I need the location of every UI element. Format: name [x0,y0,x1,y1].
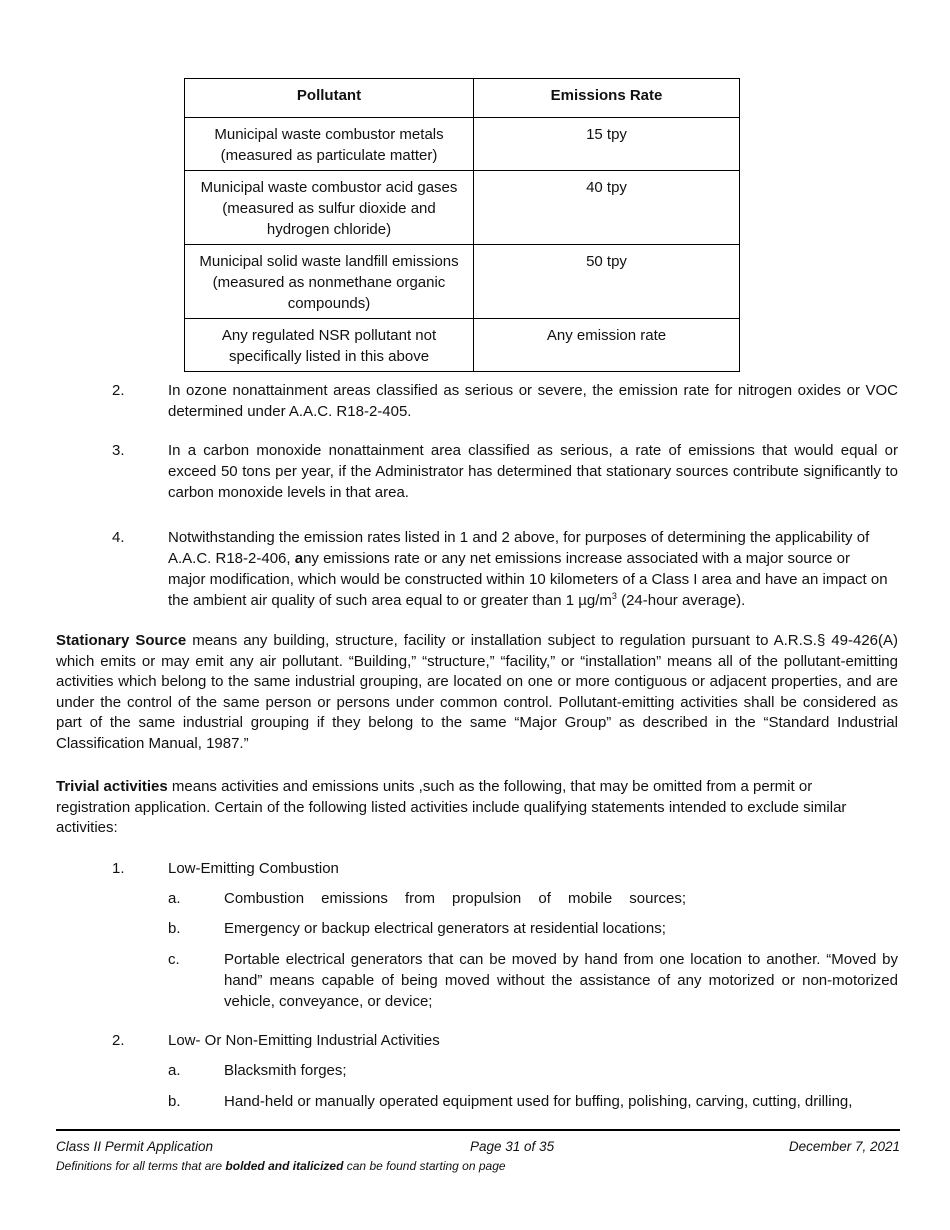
list-item [56,949,898,1012]
item-letter: b. [168,920,181,937]
item-number: 4. [112,529,125,546]
item-text: Blacksmith forges; [224,1062,347,1079]
definition-term: Stationary Source [56,632,187,649]
column-header-emissions-rate: Emissions Rate [474,79,740,118]
footer-note [56,1159,506,1173]
item-text: In a carbon monoxide nonattainment area classified as serious, a rate of emissions that would equal or exceed 50 tons per year, if the Administrator has determined that stationary sources contribute significantly to carbon monoxide levels in that area. [168,442,898,501]
footer-note-bold: bolded and italicized [225,1159,344,1173]
pollutant-cell: Municipal waste combustor acid gases (measured as sulfur dioxide and hydrogen chloride) [185,171,474,245]
pollutant-cell: Any regulated NSR pollutant not specifically listed in this above [185,319,474,372]
rate-cell: 15 tpy [474,118,740,171]
item-text: Hand-held or manually operated equipment used for buffing, polishing, carving, cutting, drilling, [224,1093,853,1110]
definition-text: means any building, structure, facility or installation subject to regulation pursuant to A.R.S.§ 49-426(A) which emits or may emit any air pollutant. “Building,” “structure,” “facility,” or “installation” means all of the pollutant-emitting activities which belong to the same industrial grouping, are located on one or more contiguous or adjacent properties, and are under the control of the same person or persons under common control. Pollutant-emitting activities shall be considered as part of the same industrial grouping if they belong to the same “Major Group” as described in the “Standard Industrial Classification Manual, 1987.” [56,632,898,752]
section-title: Low-Emitting Combustion [168,860,339,877]
item-letter: c. [168,951,180,968]
footer-note-part: Definitions for all terms that are [56,1159,226,1173]
item-text [168,527,888,611]
list-item [56,918,898,939]
list-item [56,1091,898,1112]
pollutant-cell: Municipal waste combustor metals (measured as particulate matter) [185,118,474,171]
superscript: 3 [611,591,617,601]
stationary-source-definition [56,631,898,754]
list-item [56,888,898,909]
trivial-activities-definition [56,777,856,839]
emissions-table [184,78,740,372]
item-text: Portable electrical generators that can be moved by hand from one location to another. “Moved by hand” means capable of being moved without the assistance of any motorized or non-motorized vehicle, conveyance, or device; [224,951,898,1010]
item-text-part: ny emissions rate or any net emissions increase associated with a major source or major modification, which would be constructed within 10 kilometers of a Class I area and have an impact on the ambient air quality of such area equal to or greater than 1 µg/m [168,550,888,609]
section-title: Low- Or Non-Emitting Industrial Activities [168,1032,440,1049]
item-text: Combustion emissions from propulsion of mobile sources; [224,890,686,907]
list-item [56,1060,898,1081]
section-number: 2. [112,1032,125,1049]
rate-cell: Any emission rate [474,319,740,372]
footer-divider [56,1129,900,1131]
footer-document-title: Class II Permit Application [56,1139,214,1154]
numbered-item-2 [56,380,898,422]
column-header-pollutant: Pollutant [185,79,474,118]
definition-term: Trivial activities [56,778,168,795]
page-footer [56,1139,900,1173]
pollutant-cell: Municipal solid waste landfill emissions (measured as nonmethane organic compounds) [185,245,474,319]
table-row [185,245,740,319]
item-number: 2. [112,382,125,399]
item-letter: a. [168,890,181,907]
definition-text: means activities and emissions units ,such as the following, that may be omitted from a permit or registration application. Certain of the following listed activities include qualifying statements intended to exclude similar activities: [56,778,847,836]
item-text: Emergency or backup electrical generators at residential locations; [224,920,666,937]
item-text-part: (24-hour average). [616,592,746,609]
numbered-item-3 [56,440,898,503]
table-header-row [185,79,740,118]
section-2-heading [56,1030,898,1051]
item-number: 3. [112,442,125,459]
footer-page-number: Page 31 of 35 [470,1139,555,1154]
numbered-item-4 [56,527,898,611]
item-text-part: Notwithstanding the emission rates listed in 1 and 2 above, for purposes of determining the applicability of A.A.C. R18-2-406, [168,529,870,567]
table-row [185,118,740,171]
footer-date: December 7, 2021 [788,1139,900,1154]
item-text-bold: a [294,550,304,567]
item-text: In ozone nonattainment areas classified as serious or severe, the emission rate for nitrogen oxides or VOC determined under A.A.C. R18-2-405. [168,382,898,420]
table-row [185,319,740,372]
rate-cell: 50 tpy [474,245,740,319]
section-number: 1. [112,860,125,877]
item-letter: b. [168,1093,181,1110]
rate-cell: 40 tpy [474,171,740,245]
section-1-heading [56,858,898,879]
footer-note-part: can be found starting on page [343,1159,506,1173]
item-letter: a. [168,1062,181,1079]
table-row [185,171,740,245]
